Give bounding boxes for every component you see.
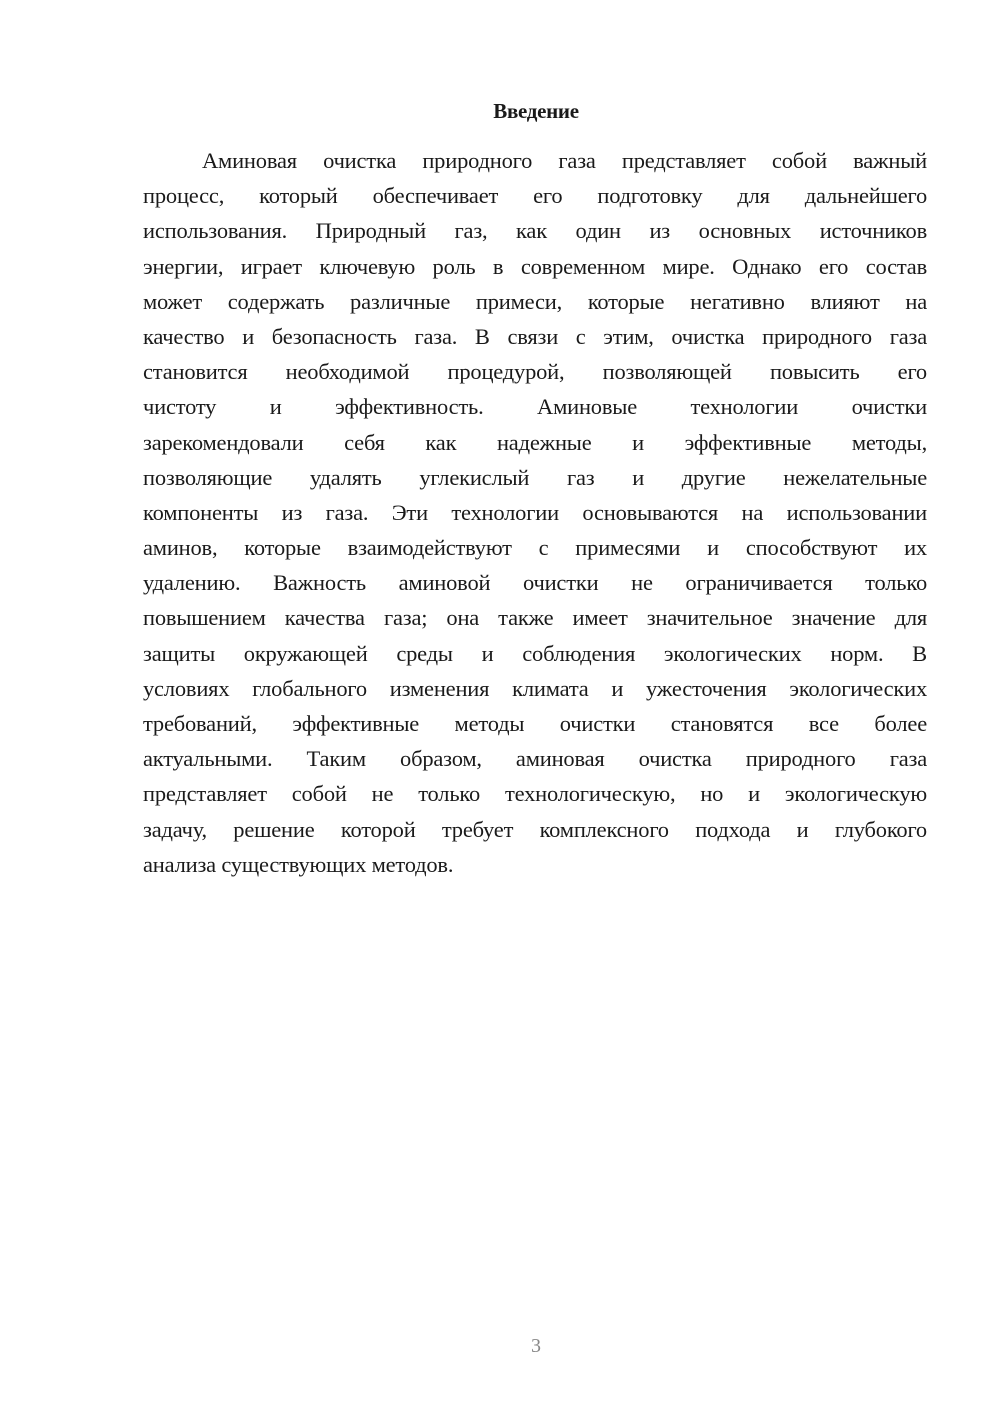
text-line: требований, эффективные методы очистки становятся все более [143,711,927,736]
text-line: зарекомендовали себя как надежные и эффективные методы, [143,429,927,455]
text-line: энергии, играет ключевую роль в современном мире. Однако его состав [143,253,927,279]
text-line: задачу, решение которой требует комплексного подхода и глубокого [143,816,927,842]
text-line: представляет собой не только технологическую, но и экологическую [143,781,927,807]
text-line: повышением качества газа; она также имеет значительное значение для [143,605,927,631]
text-line: Аминовая очистка природного газа представляет собой важный [202,148,927,173]
text-line: может содержать различные примеси, которые негативно влияют на [143,288,927,314]
text-line: удалению. Важность аминовой очистки не ограничивается только [143,570,927,596]
text-line: чистоту и эффективность. Аминовые технологии очистки [143,394,927,420]
text-line: условиях глобального изменения климата и ужесточения экологических [143,675,927,701]
text-line: защиты окружающей среды и соблюдения экологических норм. В [143,640,927,666]
text-line: качество и безопасность газа. В связи с этим, очистка природного газа [143,323,927,349]
text-line: аминов, которые взаимодействуют с примесями и способствуют их [143,535,927,561]
page-number: 3 [531,1335,541,1357]
text-line: позволяющие удалять углекислый газ и другие нежелательные [143,464,927,490]
text-line: компоненты из газа. Эти технологии основываются на использовании [143,499,927,525]
section-title: Введение [493,99,579,123]
body-paragraph [143,143,927,882]
text-line: процесс, который обеспечивает его подготовку для дальнейшего [143,183,927,209]
text-line: актуальными. Таким образом, аминовая очистка природного газа [143,746,927,772]
text-line: анализа существующих методов. [143,851,454,877]
text-line: становится необходимой процедурой, позволяющей повысить его [143,359,927,385]
text-line: использования. Природный газ, как один из основных источников [143,218,927,244]
